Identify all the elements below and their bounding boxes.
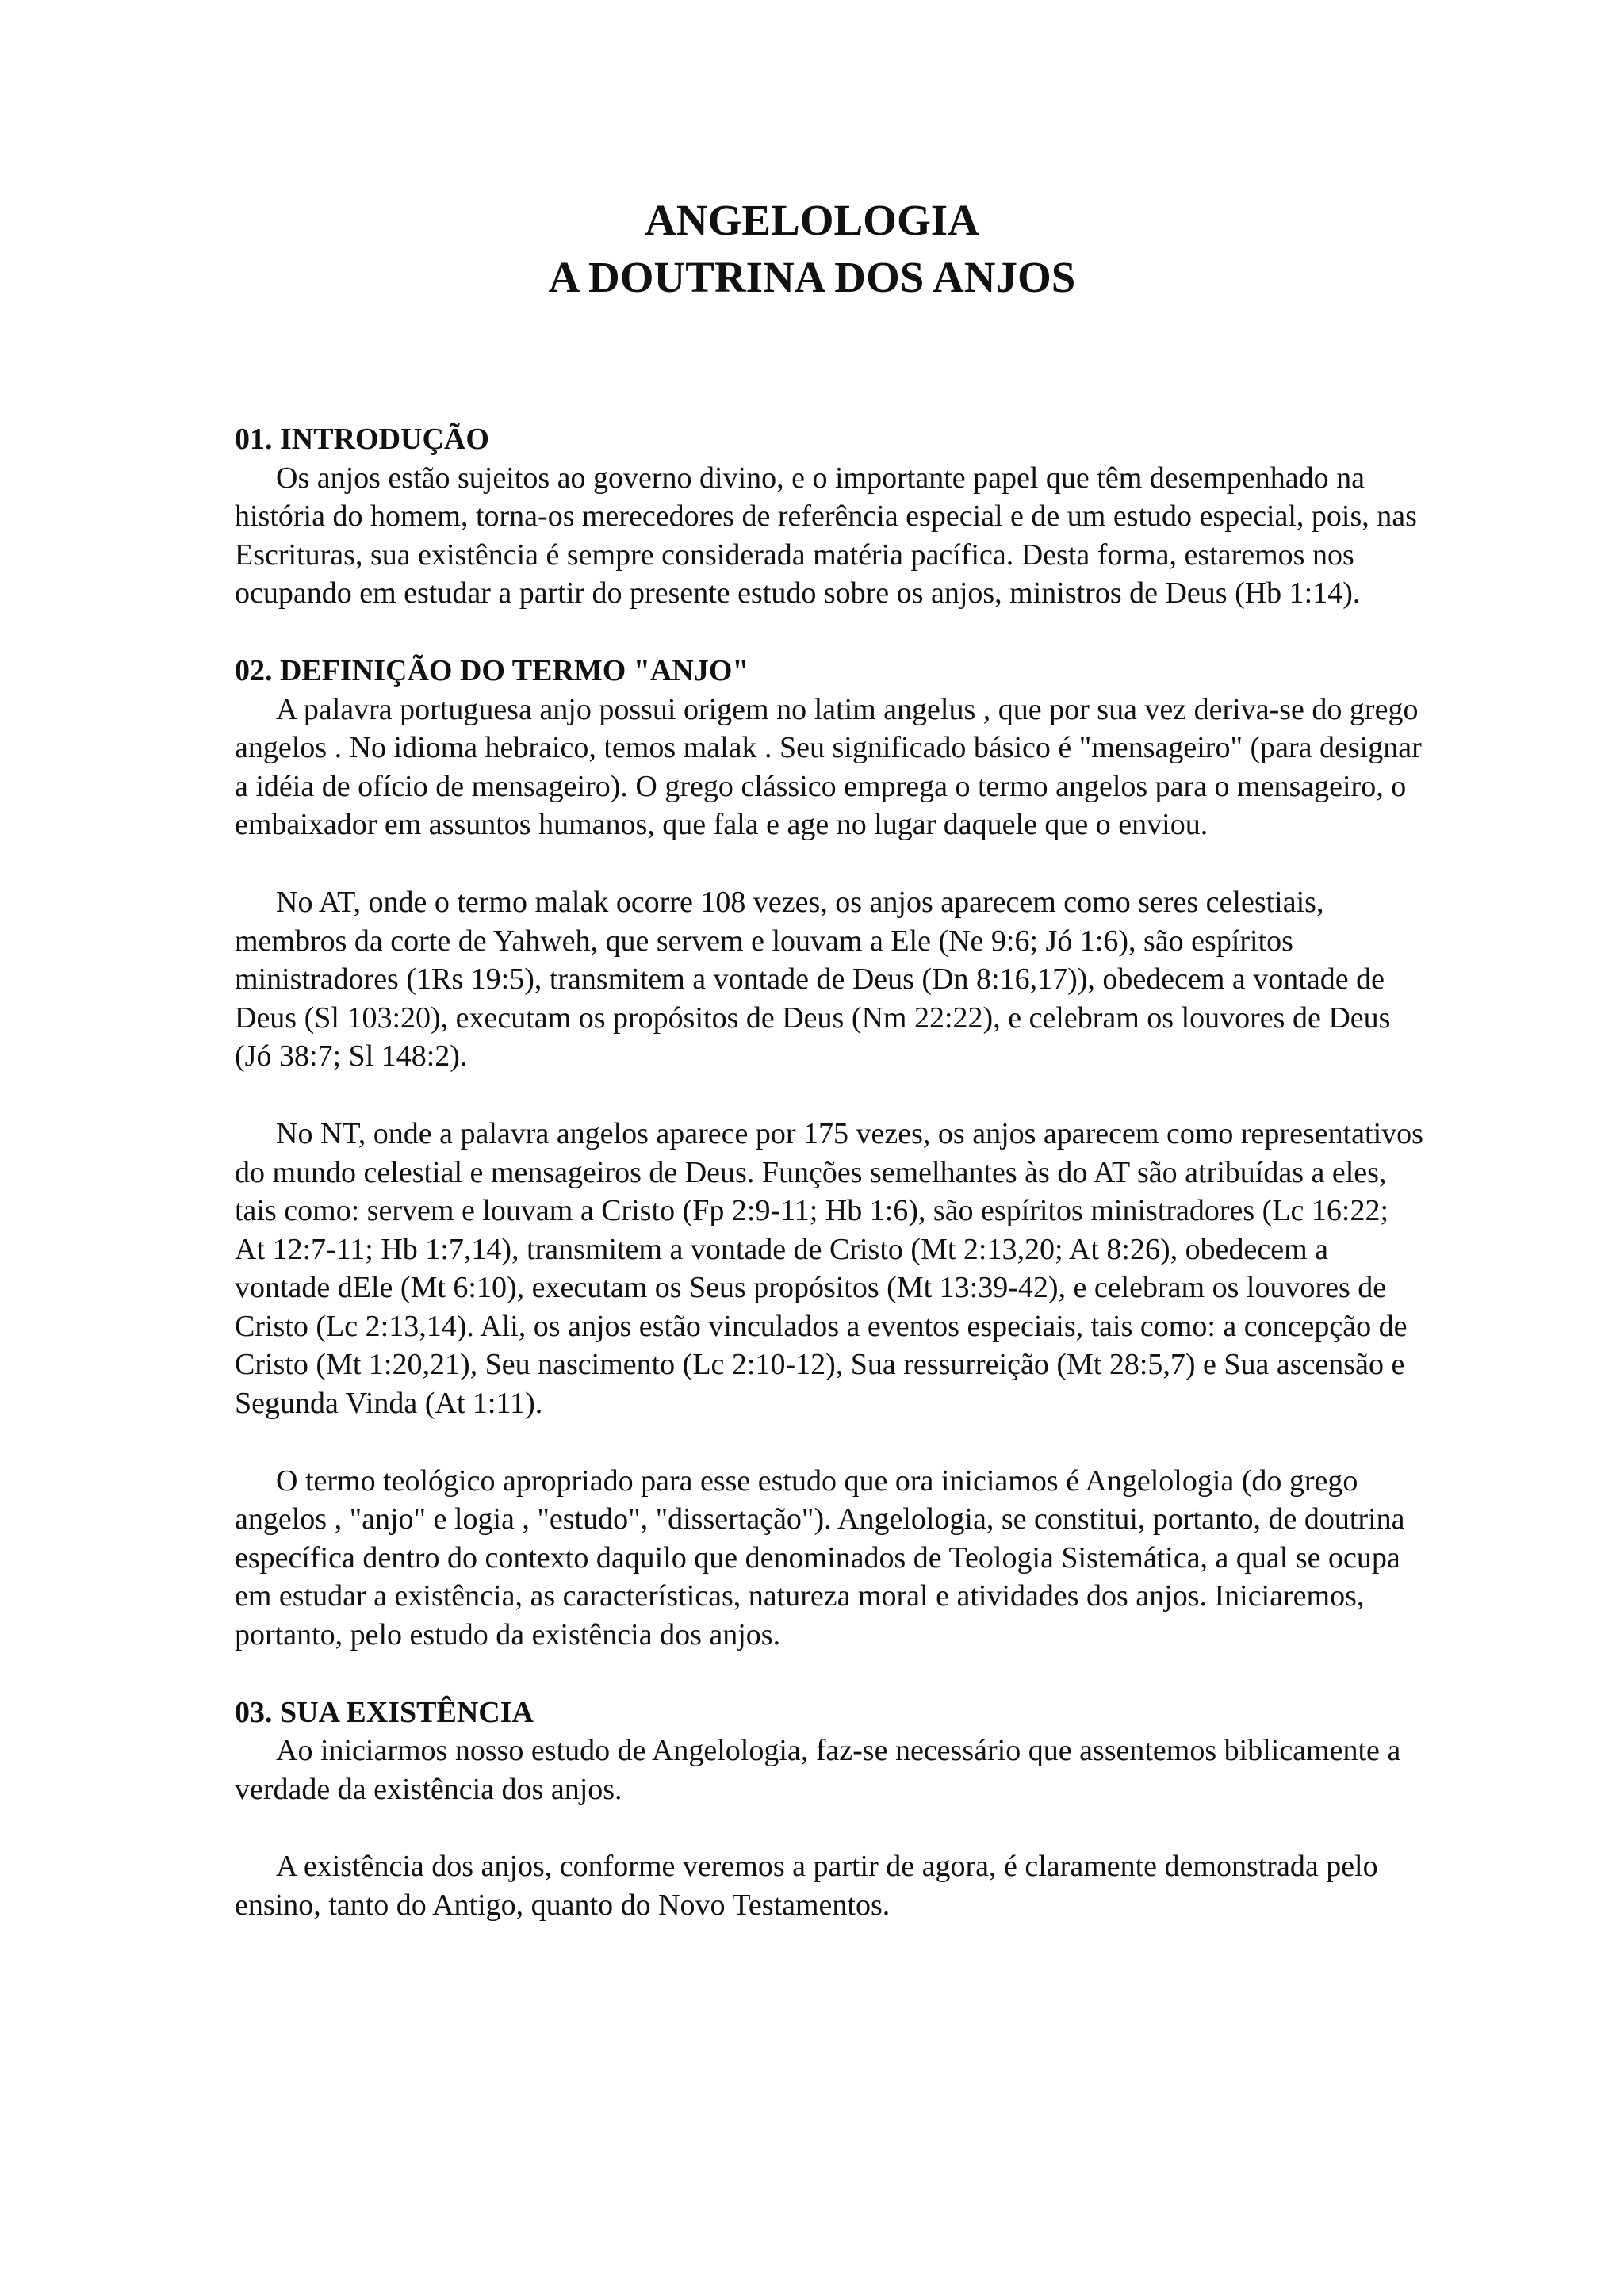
- section-definicao: [235, 652, 1424, 1655]
- section-existencia: [235, 1693, 1424, 1925]
- paragraph: O termo teológico apropriado para esse estudo que ora iniciamos é Angelologia (do grego angelos , "anjo" e logia , "estudo", "dissertação"). Angelologia, se constitui, portanto, de doutrina específica dentro do contexto daquilo que denominados de Teologia Sistemática, a qual se ocupa em estudar a existência, as características, natureza moral e atividades dos anjos. Iniciaremos, portanto, pelo estudo da existência dos anjos.: [235, 1464, 1405, 1652]
- paragraph-spacer: [235, 1423, 1424, 1462]
- paragraph-spacer: [235, 1076, 1424, 1115]
- document-title: [0, 192, 1624, 306]
- section-heading: 02. DEFINIÇÃO DO TERMO "ANJO": [235, 653, 749, 687]
- paragraph: No NT, onde a palavra angelos aparece por 175 vezes, os anjos aparecem como representativos do mundo celestial e mensageiros de Deus. Funções semelhantes às do AT são atribuídas a eles, tais como: servem e louvam a Cristo (Fp 2:9-11; Hb 1:6), são espíritos ministradores (Lc 16:22; At 12:7-11; Hb 1:7,14), transmitem a vontade de Cristo (Mt 2:13,20; At 8:26), obedecem a vontade dEle (Mt 6:10), executam os Seus propósitos (Mt 13:39-42), e celebram os louvores de Cristo (Lc 2:13,14). Ali, os anjos estão vinculados a eventos especiais, tais como: a concepção de Cristo (Mt 1:20,21), Seu nascimento (Lc 2:10-12), Sua ressurreição (Mt 28:5,7) e Sua ascensão e Segunda Vinda (At 1:11).: [235, 1116, 1423, 1421]
- paragraph: A palavra portuguesa anjo possui origem no latim angelus , que por sua vez deriva-se do grego angelos . No idioma hebraico, temos malak . Seu significado básico é "mensageiro" (para designar a idéia de ofício de mensageiro). O grego clássico emprega o termo angelos para o mensageiro, o embaixador em assuntos humanos, que fala e age no lugar daquele que o enviou.: [235, 692, 1422, 842]
- paragraph-spacer: [235, 844, 1424, 883]
- paragraph: No AT, onde o termo malak ocorre 108 vezes, os anjos aparecem como seres celestiais, membros da corte de Yahweh, que servem e louvam a Ele (Ne 9:6; Jó 1:6), são espíritos ministradores (1Rs 19:5), transmitem a vontade de Deus (Dn 8:16,17)), obedecem a vontade de Deus (Sl 103:20), executam os propósitos de Deus (Nm 22:22), e celebram os louvores de Deus (Jó 38:7; Sl 148:2).: [235, 885, 1391, 1073]
- section-spacer: [235, 613, 1424, 652]
- paragraph-spacer: [235, 1808, 1424, 1847]
- paragraph: Os anjos estão sujeitos ao governo divino, e o importante papel que têm desempenhado na história do homem, torna-os merecedores de referência especial e de um estudo especial, pois, nas Escrituras, sua existência é sempre considerada matéria pacífica. Desta forma, estaremos nos ocupando em estudar a partir do presente estudo sobre os anjos, ministros de Deus (Hb 1:14).: [235, 461, 1417, 610]
- paragraph: Ao iniciarmos nosso estudo de Angelologia, faz-se necessário que assentemos biblicamente a verdade da existência dos anjos.: [235, 1734, 1401, 1806]
- title-line-2: A DOUTRINA DOS ANJOS: [548, 253, 1076, 301]
- paragraph: A existência dos anjos, conforme veremos a partir de agora, é claramente demonstrada pelo ensino, tanto do Antigo, quanto do Novo Testamentos.: [235, 1850, 1378, 1922]
- section-heading: 03. SUA EXISTÊNCIA: [235, 1695, 534, 1729]
- section-heading: 01. INTRODUÇÃO: [235, 423, 489, 456]
- title-line-1: ANGELOLOGIA: [645, 196, 979, 244]
- document-body: [235, 420, 1424, 1925]
- section-introducao: [235, 420, 1424, 613]
- section-spacer: [235, 1655, 1424, 1693]
